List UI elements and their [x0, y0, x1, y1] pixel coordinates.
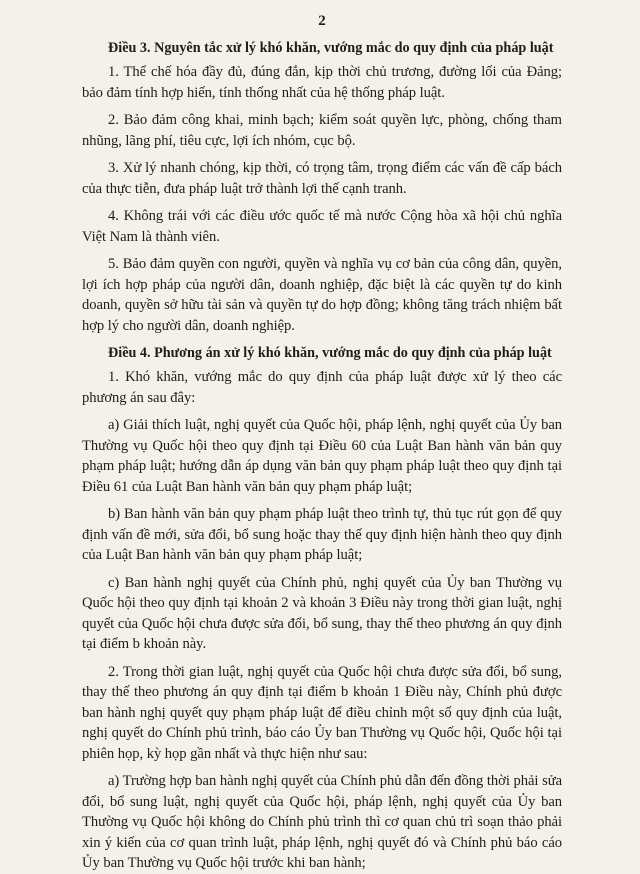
article-4-point: a) Giải thích luật, nghị quyết của Quốc hội, pháp lệnh, nghị quyết của Ủy ban Thường vụ Quốc hội theo quy định tại Điều 60 của Luật Ban hành văn bản quy phạm pháp luật; hướng dẫn áp dụng văn bản quy phạm pháp luật theo quy định tại Điều 61 của Luật Ban hành văn bản quy phạm pháp luật;	[82, 417, 562, 495]
article-4-heading: Điều 4. Phương án xử lý khó khăn, vướng mắc do quy định của pháp luật	[108, 345, 552, 361]
article-3-clause: 5. Bảo đảm quyền con người, quyền và nghĩa vụ cơ bản của công dân, quyền, lợi ích hợp pháp của người dân, doanh nghiệp, đặc biệt là các quyền tự do kinh doanh, quyền sở hữu tài sản và quyền tự do hợp đồng; không tăng trách nhiệm bất hợp lý cho người dân, doanh nghiệp.	[82, 256, 562, 334]
article-3-clause: 3. Xử lý nhanh chóng, kịp thời, có trọng tâm, trọng điểm các vấn đề cấp bách của thực tiễn, đưa pháp luật trở thành lợi thế cạnh tranh.	[82, 160, 562, 197]
article-4-point: c) Ban hành nghị quyết của Chính phủ, nghị quyết của Ủy ban Thường vụ Quốc hội theo quy định tại khoản 2 và khoản 3 Điều này trong thời gian luật, nghị quyết của Quốc hội chưa được sửa đổi, bổ sung, thay thế theo phương án quy định tại điểm b khoản này.	[82, 574, 562, 652]
article-3-clause: 4. Không trái với các điều ước quốc tế mà nước Cộng hòa xã hội chủ nghĩa Việt Nam là thành viên.	[82, 208, 562, 245]
article-3-clause: 2. Bảo đảm công khai, minh bạch; kiểm soát quyền lực, phòng, chống tham nhũng, lãng phí, tiêu cực, lợi ích nhóm, cục bộ.	[82, 112, 562, 149]
article-3-heading: Điều 3. Nguyên tắc xử lý khó khăn, vướng mắc do quy định của pháp luật	[108, 40, 554, 56]
page-number: 2	[318, 13, 326, 29]
article-4-point: a) Trường hợp ban hành nghị quyết của Chính phủ dẫn đến đồng thời phải sửa đổi, bổ sung luật, nghị quyết của Quốc hội, pháp lệnh, nghị quyết của Ủy ban Thường vụ Quốc hội không do Chính phủ trình thì cơ quan chủ trì soạn thảo phải xin ý kiến của cơ quan trình luật, pháp lệnh, nghị quyết đó và Chính phủ báo cáo Ủy ban Thường vụ Quốc hội trước khi ban hành;	[82, 773, 562, 871]
article-4-clause: 1. Khó khăn, vướng mắc do quy định của pháp luật được xử lý theo các phương án sau đây:	[82, 369, 562, 406]
article-4-point: b) Ban hành văn bản quy phạm pháp luật theo trình tự, thủ tục rút gọn để quy định vấn đề mới, sửa đổi, bổ sung hoặc thay thế quy định hiện hành theo quy định của Luật Ban hành văn bản quy phạm pháp luật;	[82, 506, 562, 563]
article-3-clause: 1. Thể chế hóa đầy đủ, đúng đắn, kịp thời chủ trương, đường lối của Đảng; bảo đảm tính hợp hiến, tính thống nhất của hệ thống pháp luật.	[82, 64, 562, 101]
article-4-clause: 2. Trong thời gian luật, nghị quyết của Quốc hội chưa được sửa đổi, bổ sung, thay thế theo phương án quy định tại điểm b khoản 1 Điều này, Chính phủ được ban hành nghị quyết quy phạm pháp luật để điều chỉnh một số quy định của luật, nghị quyết do Chính phủ trình, báo cáo Ủy ban Thường vụ Quốc hội, Quốc hội tại phiên họp, kỳ họp gần nhất và thực hiện như sau:	[82, 663, 562, 762]
